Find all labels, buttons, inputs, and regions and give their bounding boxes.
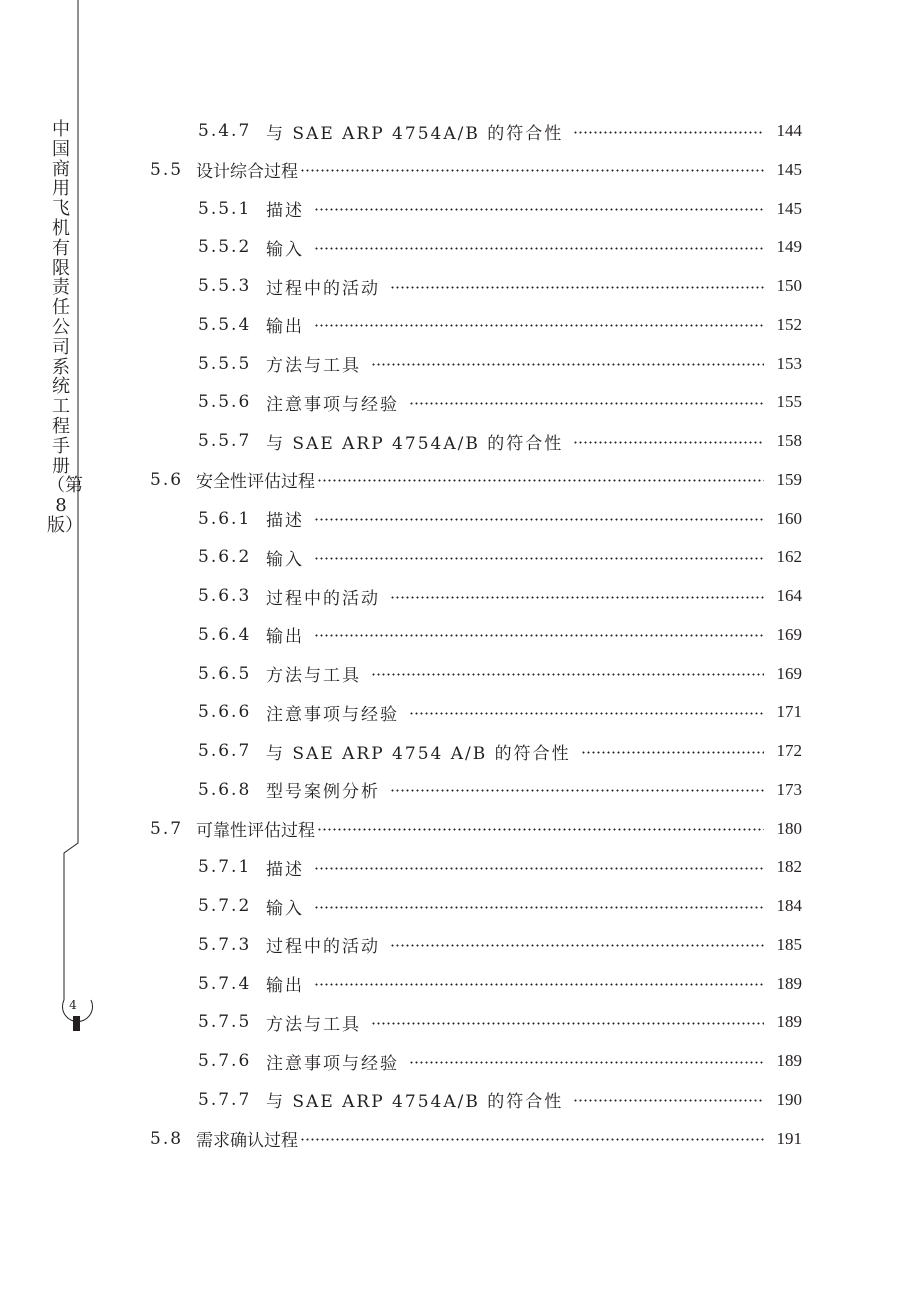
toc-entry-number: 5.7.7 <box>198 1089 252 1110</box>
toc-entry[interactable] <box>150 468 802 492</box>
toc-entry[interactable] <box>150 158 802 182</box>
toc-dot-leader <box>371 363 764 366</box>
toc-entry-title: 输入 <box>266 898 304 919</box>
toc-entry[interactable] <box>198 855 802 879</box>
toc-entry-number: 5.6.2 <box>198 547 252 568</box>
toc-dot-leader <box>314 634 764 637</box>
toc-entry[interactable] <box>198 778 802 802</box>
toc-entry-page: 159 <box>776 469 802 489</box>
toc-entry-number: 5.6.1 <box>198 508 252 529</box>
toc-entry-title: 描述 <box>266 859 304 880</box>
toc-entry[interactable] <box>198 235 802 259</box>
toc-entry-number: 5.7.5 <box>198 1012 252 1033</box>
toc-dot-leader <box>317 828 764 831</box>
side-title: 中国商用飞机有限责任公司系统工程手册（第8版） <box>47 119 83 536</box>
toc-dot-leader <box>390 596 764 599</box>
toc-entry-page: 182 <box>776 857 802 877</box>
toc-entry-title: 描述 <box>266 201 304 221</box>
toc-entry-title: 注意事项与经验 <box>266 704 399 725</box>
toc-entry-number: 5.5.4 <box>198 314 252 335</box>
toc-entry[interactable] <box>198 662 802 686</box>
toc-entry-page: 191 <box>776 1128 802 1148</box>
toc-entry-number: 5.5.7 <box>198 431 252 451</box>
toc-entry[interactable] <box>198 274 802 298</box>
toc-entry-page: 150 <box>776 276 802 295</box>
toc-entry-title: 过程中的活动 <box>266 588 380 609</box>
toc-entry-page: 180 <box>776 818 802 838</box>
toc-entry-page: 189 <box>776 973 802 993</box>
toc-entry-number: 5.6 <box>150 469 184 490</box>
toc-entry-title: 过程中的活动 <box>266 278 380 299</box>
toc-dot-leader <box>317 479 764 482</box>
toc-entry-page: 149 <box>776 237 802 257</box>
toc-entry[interactable] <box>198 700 802 724</box>
toc-entry-page: 172 <box>776 741 802 760</box>
toc-entry[interactable] <box>198 429 802 453</box>
toc-entry-page: 184 <box>776 896 802 915</box>
toc-dot-leader <box>314 324 764 327</box>
toc-entry-page: 169 <box>776 624 802 644</box>
toc-dot-leader <box>573 131 764 134</box>
toc-dot-leader <box>371 1022 764 1025</box>
toc-entry-title: 输入 <box>266 549 304 570</box>
toc-entry-number: 5.6.6 <box>198 702 252 723</box>
toc-entry-page: 144 <box>776 121 802 140</box>
toc-entry-page: 173 <box>776 779 802 799</box>
toc-entry-page: 145 <box>776 198 802 218</box>
toc-entry-number: 5.5.3 <box>198 276 252 296</box>
toc-entry-number: 5.7.1 <box>198 857 252 878</box>
toc-dot-leader <box>409 1061 764 1064</box>
toc-entry-title: 注意事项与经验 <box>266 394 399 415</box>
toc-entry-number: 5.7.4 <box>198 973 252 994</box>
toc-entry[interactable] <box>198 1088 802 1112</box>
toc-dot-leader <box>314 867 764 870</box>
toc-entry[interactable] <box>198 197 802 221</box>
toc-entry-page: 160 <box>776 508 802 528</box>
toc-entry-title: 输出 <box>266 317 304 338</box>
toc-entry-title: 需求确认过程 <box>196 1131 298 1151</box>
toc-entry-title: 可靠性评估过程 <box>196 821 315 841</box>
toc-entry-title: 过程中的活动 <box>266 937 380 958</box>
toc-entry-title: 与 SAE ARP 4754A/B 的符合性 <box>266 433 564 454</box>
toc-dot-leader <box>300 169 764 172</box>
toc-entry-page: 189 <box>776 1051 802 1070</box>
toc-entry-number: 5.7.6 <box>198 1051 252 1071</box>
toc-entry-page: 153 <box>776 353 802 373</box>
toc-entry-title: 注意事项与经验 <box>266 1053 399 1074</box>
toc-entry-page: 158 <box>776 431 802 450</box>
toc-entry-number: 5.6.7 <box>198 741 252 761</box>
toc-dot-leader <box>314 518 764 521</box>
toc-entry[interactable] <box>198 972 802 996</box>
toc-entry[interactable] <box>198 584 802 608</box>
toc-entry-number: 5.7 <box>150 818 184 839</box>
toc-dot-leader <box>314 208 764 211</box>
toc-dot-leader <box>300 1138 764 1141</box>
toc-entry-title: 方法与工具 <box>266 356 361 376</box>
toc-entry-title: 描述 <box>266 511 304 531</box>
toc-entry-page: 171 <box>776 702 802 722</box>
toc-entry[interactable] <box>198 894 802 918</box>
toc-dot-leader <box>573 441 764 444</box>
toc-entry-title: 输出 <box>266 627 304 648</box>
toc-entry-page: 164 <box>776 586 802 605</box>
toc-entry[interactable] <box>198 119 802 143</box>
toc-dot-leader <box>314 983 764 986</box>
toc-entry[interactable] <box>198 545 802 569</box>
toc-dot-leader <box>314 906 764 909</box>
toc-entry[interactable] <box>150 1127 802 1151</box>
toc-dot-leader <box>409 712 764 715</box>
toc-entry[interactable] <box>198 507 802 531</box>
toc-entry-number: 5.5.1 <box>198 198 252 219</box>
toc-entry-title: 型号案例分析 <box>266 782 380 803</box>
toc-entry-number: 5.6.8 <box>198 779 252 800</box>
toc-dot-leader <box>573 1099 764 1102</box>
toc-dot-leader <box>390 944 764 947</box>
toc-entry-title: 输入 <box>266 239 304 260</box>
toc-entry-title: 方法与工具 <box>266 666 361 686</box>
toc-dot-leader <box>581 751 764 754</box>
toc-entry-title: 与 SAE ARP 4754A/B 的符合性 <box>266 123 564 144</box>
toc-entry-title: 设计综合过程 <box>196 162 298 183</box>
toc-dot-leader <box>314 247 764 250</box>
toc-dot-leader <box>371 673 764 676</box>
toc-entry-number: 5.6.3 <box>198 586 252 606</box>
page-number: 4 <box>69 998 77 1012</box>
toc-entry-page: 145 <box>776 159 802 179</box>
toc-entry-page: 162 <box>776 547 802 567</box>
toc-entry-number: 5.8 <box>150 1128 184 1149</box>
toc-dot-leader <box>390 286 764 289</box>
toc-entry-page: 169 <box>776 663 802 683</box>
toc-entry-page: 185 <box>776 934 802 954</box>
toc-dot-leader <box>314 557 764 560</box>
toc-dot-leader <box>390 789 764 792</box>
toc-entry[interactable] <box>198 623 802 647</box>
toc-entry-page: 189 <box>776 1012 802 1032</box>
toc-entry-number: 5.5.5 <box>198 353 252 374</box>
toc-entry-number: 5.6.4 <box>198 624 252 645</box>
toc-entry[interactable] <box>198 739 802 763</box>
toc-entry-number: 5.6.5 <box>198 663 252 684</box>
toc-entry-number: 5.7.2 <box>198 896 252 916</box>
toc-entry-title: 与 SAE ARP 4754 A/B 的符合性 <box>266 743 571 764</box>
toc-entry[interactable] <box>198 933 802 957</box>
toc-entry-page: 155 <box>776 392 802 412</box>
toc-entry-title: 与 SAE ARP 4754A/B 的符合性 <box>266 1092 564 1113</box>
toc-entry-number: 5.5.6 <box>198 392 252 413</box>
toc-entry[interactable] <box>198 1010 802 1034</box>
toc-entry-title: 输出 <box>266 976 304 996</box>
toc-entry-title: 方法与工具 <box>266 1014 361 1035</box>
toc-entry-number: 5.5.2 <box>198 237 252 258</box>
toc-dot-leader <box>409 402 764 405</box>
toc-entry[interactable] <box>150 817 802 841</box>
toc-entry[interactable] <box>198 390 802 414</box>
toc-entry-number: 5.5 <box>150 159 184 180</box>
toc-entry-title: 安全性评估过程 <box>196 472 315 493</box>
toc-entry-page: 190 <box>776 1089 802 1109</box>
toc-entry[interactable] <box>198 352 802 376</box>
toc-entry[interactable] <box>198 1049 802 1073</box>
toc-entry-page: 152 <box>776 314 802 334</box>
toc-entry-number: 5.7.3 <box>198 934 252 955</box>
toc-entry-number: 5.4.7 <box>198 121 252 141</box>
toc-entry[interactable] <box>198 313 802 337</box>
